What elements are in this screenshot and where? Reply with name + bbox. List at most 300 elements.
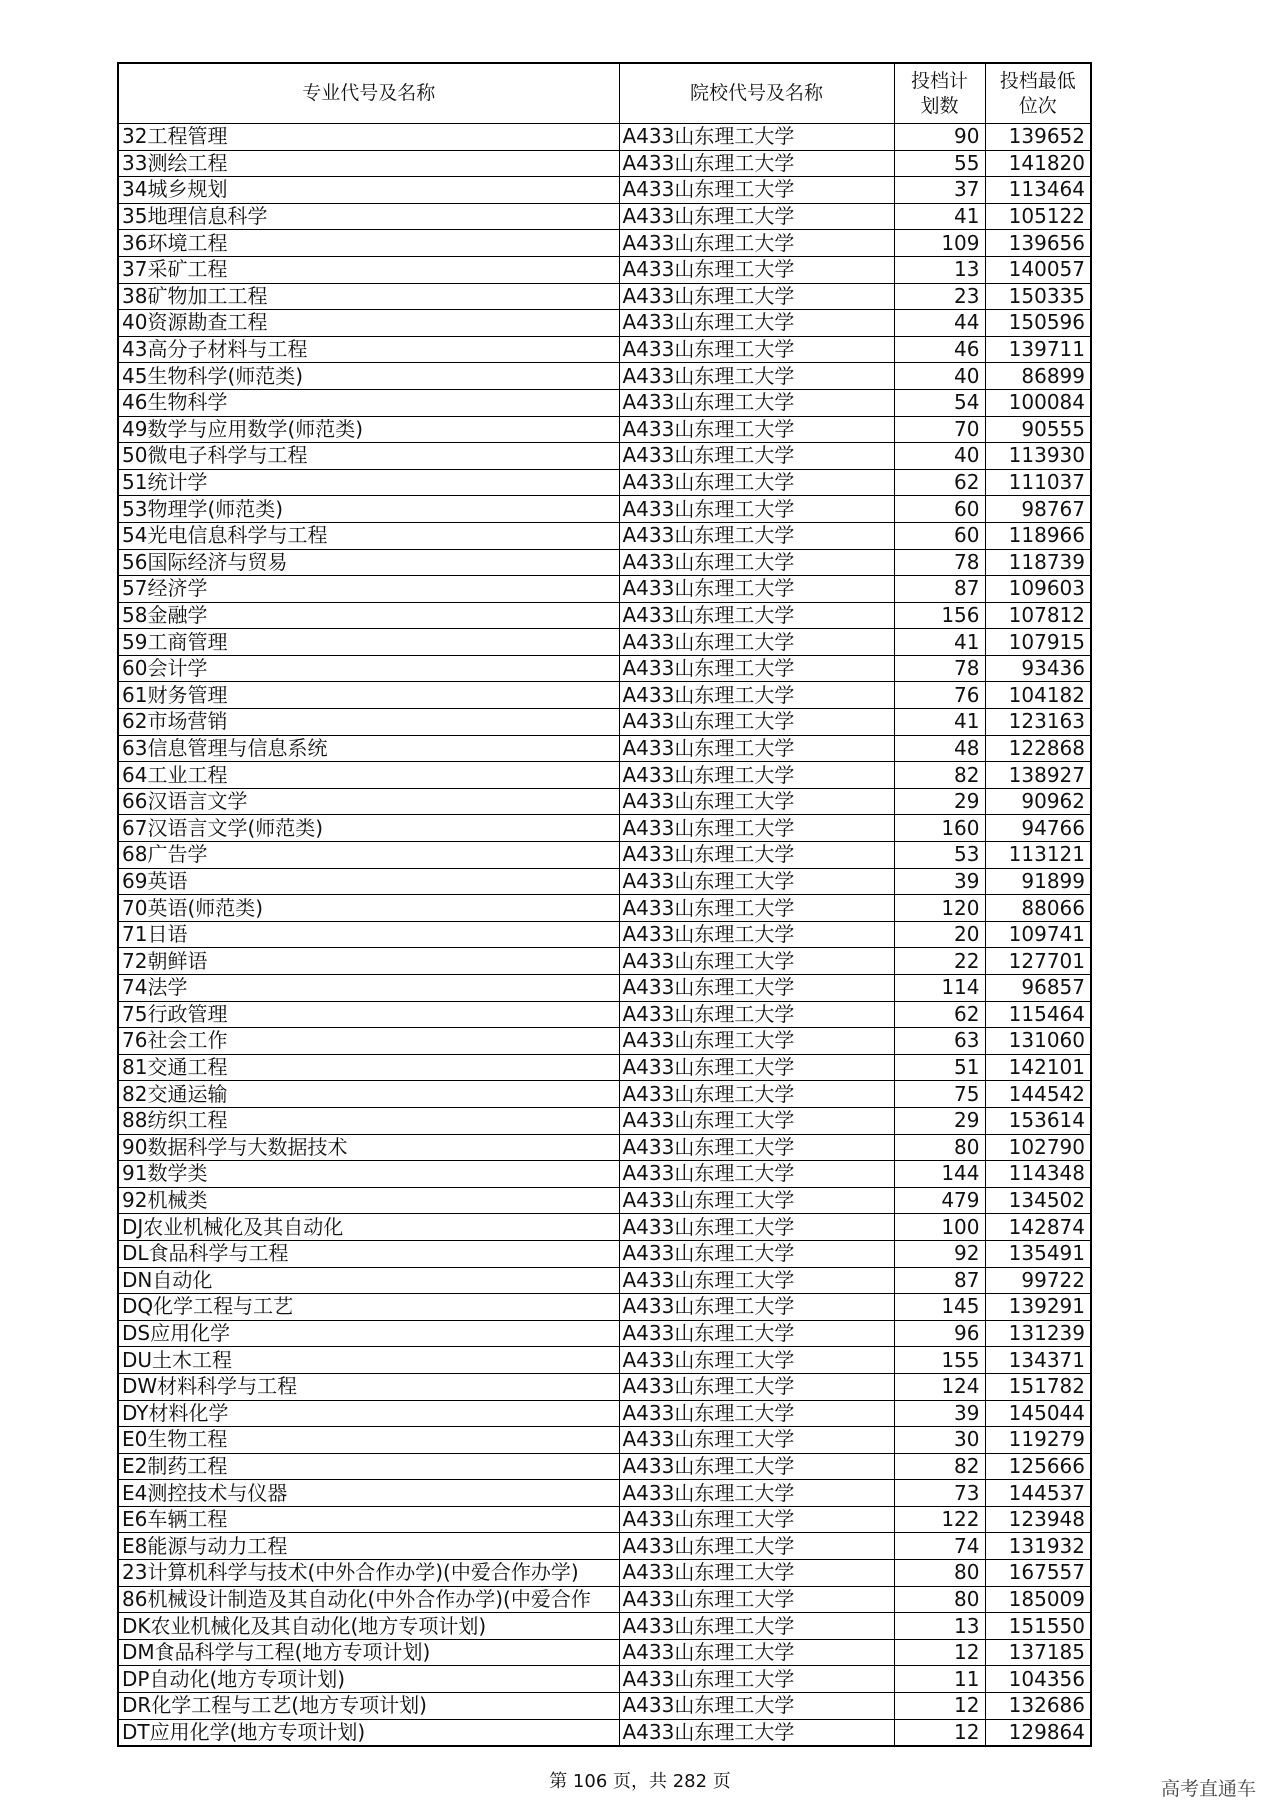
- table-row: [118, 1373, 1091, 1400]
- school-cell: A433山东理工大学: [619, 1294, 894, 1321]
- min-rank-cell: 104356: [985, 1666, 1091, 1693]
- table-row: [118, 1214, 1091, 1241]
- min-rank-cell: 134371: [985, 1347, 1091, 1374]
- school-cell: A433山东理工大学: [619, 709, 894, 736]
- header-major: 专业代号及名称: [118, 63, 619, 124]
- table-row: [118, 1693, 1091, 1720]
- table-row: [118, 1719, 1091, 1746]
- plan-count-cell: 44: [894, 310, 985, 337]
- major-cell: 49数学与应用数学(师范类): [118, 416, 619, 443]
- school-cell: A433山东理工大学: [619, 1347, 894, 1374]
- school-cell: A433山东理工大学: [619, 602, 894, 629]
- plan-count-cell: 80: [894, 1560, 985, 1587]
- min-rank-cell: 118739: [985, 549, 1091, 576]
- school-cell: A433山东理工大学: [619, 416, 894, 443]
- min-rank-cell: 86899: [985, 363, 1091, 390]
- major-cell: DW材料科学与工程: [118, 1373, 619, 1400]
- school-cell: A433山东理工大学: [619, 1666, 894, 1693]
- major-cell: DJ农业机械化及其自动化: [118, 1214, 619, 1241]
- min-rank-cell: 109741: [985, 921, 1091, 948]
- min-rank-cell: 98767: [985, 496, 1091, 523]
- plan-count-cell: 145: [894, 1294, 985, 1321]
- major-cell: 91数学类: [118, 1161, 619, 1188]
- table-row: [118, 469, 1091, 496]
- plan-count-cell: 87: [894, 1267, 985, 1294]
- major-cell: 36环境工程: [118, 230, 619, 257]
- major-cell: 70英语(师范类): [118, 895, 619, 922]
- min-rank-cell: 113464: [985, 177, 1091, 204]
- table-row: [118, 1639, 1091, 1666]
- school-cell: A433山东理工大学: [619, 1320, 894, 1347]
- school-cell: A433山东理工大学: [619, 469, 894, 496]
- plan-count-cell: 30: [894, 1427, 985, 1454]
- school-cell: A433山东理工大学: [619, 1028, 894, 1055]
- major-cell: 81交通工程: [118, 1054, 619, 1081]
- plan-count-cell: 87: [894, 576, 985, 603]
- table-body: [118, 124, 1091, 1747]
- school-cell: A433山东理工大学: [619, 788, 894, 815]
- plan-count-cell: 73: [894, 1480, 985, 1507]
- plan-count-cell: 144: [894, 1161, 985, 1188]
- plan-count-cell: 41: [894, 203, 985, 230]
- major-cell: 50微电子科学与工程: [118, 443, 619, 470]
- min-rank-cell: 139656: [985, 230, 1091, 257]
- major-cell: 38矿物加工工程: [118, 283, 619, 310]
- plan-count-cell: 40: [894, 443, 985, 470]
- min-rank-cell: 90962: [985, 788, 1091, 815]
- min-rank-cell: 119279: [985, 1427, 1091, 1454]
- major-cell: 59工商管理: [118, 629, 619, 656]
- plan-count-cell: 29: [894, 1107, 985, 1134]
- major-cell: DP自动化(地方专项计划): [118, 1666, 619, 1693]
- min-rank-cell: 99722: [985, 1267, 1091, 1294]
- plan-count-cell: 39: [894, 868, 985, 895]
- min-rank-cell: 135491: [985, 1240, 1091, 1267]
- table-row: [118, 1586, 1091, 1613]
- min-rank-cell: 141820: [985, 150, 1091, 177]
- school-cell: A433山东理工大学: [619, 124, 894, 151]
- table-row: [118, 655, 1091, 682]
- school-cell: A433山东理工大学: [619, 842, 894, 869]
- min-rank-cell: 104182: [985, 682, 1091, 709]
- school-cell: A433山东理工大学: [619, 1267, 894, 1294]
- table-row: [118, 735, 1091, 762]
- school-cell: A433山东理工大学: [619, 496, 894, 523]
- plan-count-cell: 51: [894, 1054, 985, 1081]
- min-rank-cell: 123948: [985, 1506, 1091, 1533]
- school-cell: A433山东理工大学: [619, 1214, 894, 1241]
- major-cell: E8能源与动力工程: [118, 1533, 619, 1560]
- min-rank-cell: 131060: [985, 1028, 1091, 1055]
- header-plan-count: 投档计划数: [894, 63, 985, 124]
- school-cell: A433山东理工大学: [619, 682, 894, 709]
- school-cell: A433山东理工大学: [619, 1560, 894, 1587]
- min-rank-cell: 150596: [985, 310, 1091, 337]
- major-cell: 90数据科学与大数据技术: [118, 1134, 619, 1161]
- min-rank-cell: 91899: [985, 868, 1091, 895]
- school-cell: A433山东理工大学: [619, 522, 894, 549]
- table-header-row: [118, 63, 1091, 124]
- major-cell: 33测绘工程: [118, 150, 619, 177]
- major-cell: 53物理学(师范类): [118, 496, 619, 523]
- min-rank-cell: 144537: [985, 1480, 1091, 1507]
- school-cell: A433山东理工大学: [619, 1586, 894, 1613]
- school-cell: A433山东理工大学: [619, 948, 894, 975]
- min-rank-cell: 109603: [985, 576, 1091, 603]
- school-cell: A433山东理工大学: [619, 655, 894, 682]
- major-cell: 71日语: [118, 921, 619, 948]
- plan-count-cell: 39: [894, 1400, 985, 1427]
- table-row: [118, 1613, 1091, 1640]
- table-row: [118, 1347, 1091, 1374]
- table-row: [118, 124, 1091, 151]
- school-cell: A433山东理工大学: [619, 1161, 894, 1188]
- school-cell: A433山东理工大学: [619, 1240, 894, 1267]
- min-rank-cell: 88066: [985, 895, 1091, 922]
- school-cell: A433山东理工大学: [619, 256, 894, 283]
- school-cell: A433山东理工大学: [619, 1427, 894, 1454]
- plan-count-cell: 40: [894, 363, 985, 390]
- school-cell: A433山东理工大学: [619, 975, 894, 1002]
- table-row: [118, 629, 1091, 656]
- min-rank-cell: 153614: [985, 1107, 1091, 1134]
- plan-count-cell: 55: [894, 150, 985, 177]
- min-rank-cell: 144542: [985, 1081, 1091, 1108]
- plan-count-cell: 78: [894, 655, 985, 682]
- major-cell: 45生物科学(师范类): [118, 363, 619, 390]
- min-rank-cell: 131932: [985, 1533, 1091, 1560]
- table-row: [118, 895, 1091, 922]
- school-cell: A433山东理工大学: [619, 1453, 894, 1480]
- major-cell: DU土木工程: [118, 1347, 619, 1374]
- table-row: [118, 416, 1091, 443]
- min-rank-cell: 142874: [985, 1214, 1091, 1241]
- major-cell: 57经济学: [118, 576, 619, 603]
- major-cell: DR化学工程与工艺(地方专项计划): [118, 1693, 619, 1720]
- table-row: [118, 1267, 1091, 1294]
- table-row: [118, 975, 1091, 1002]
- major-cell: 40资源勘查工程: [118, 310, 619, 337]
- table-row: [118, 762, 1091, 789]
- min-rank-cell: 151550: [985, 1613, 1091, 1640]
- table-row: [118, 336, 1091, 363]
- plan-count-cell: 60: [894, 522, 985, 549]
- plan-count-cell: 53: [894, 842, 985, 869]
- header-min-rank: 投档最低位次: [985, 63, 1091, 124]
- plan-count-cell: 109: [894, 230, 985, 257]
- table-row: [118, 230, 1091, 257]
- school-cell: A433山东理工大学: [619, 1187, 894, 1214]
- table-row: [118, 150, 1091, 177]
- school-cell: A433山东理工大学: [619, 895, 894, 922]
- plan-count-cell: 60: [894, 496, 985, 523]
- major-cell: 66汉语言文学: [118, 788, 619, 815]
- plan-count-cell: 120: [894, 895, 985, 922]
- major-cell: 63信息管理与信息系统: [118, 735, 619, 762]
- table-row: [118, 1427, 1091, 1454]
- min-rank-cell: 107915: [985, 629, 1091, 656]
- plan-count-cell: 12: [894, 1719, 985, 1746]
- school-cell: A433山东理工大学: [619, 1081, 894, 1108]
- school-cell: A433山东理工大学: [619, 549, 894, 576]
- table-row: [118, 363, 1091, 390]
- min-rank-cell: 114348: [985, 1161, 1091, 1188]
- plan-count-cell: 80: [894, 1586, 985, 1613]
- plan-count-cell: 20: [894, 921, 985, 948]
- major-cell: 34城乡规划: [118, 177, 619, 204]
- plan-count-cell: 37: [894, 177, 985, 204]
- major-cell: DK农业机械化及其自动化(地方专项计划): [118, 1613, 619, 1640]
- table-row: [118, 948, 1091, 975]
- table-row: [118, 310, 1091, 337]
- table-row: [118, 709, 1091, 736]
- school-cell: A433山东理工大学: [619, 1533, 894, 1560]
- major-cell: DN自动化: [118, 1267, 619, 1294]
- table-row: [118, 1400, 1091, 1427]
- plan-count-cell: 82: [894, 1453, 985, 1480]
- table-row: [118, 283, 1091, 310]
- min-rank-cell: 111037: [985, 469, 1091, 496]
- major-cell: E4测控技术与仪器: [118, 1480, 619, 1507]
- school-cell: A433山东理工大学: [619, 203, 894, 230]
- plan-count-cell: 13: [894, 256, 985, 283]
- min-rank-cell: 139291: [985, 1294, 1091, 1321]
- min-rank-cell: 134502: [985, 1187, 1091, 1214]
- min-rank-cell: 115464: [985, 1001, 1091, 1028]
- plan-count-cell: 74: [894, 1533, 985, 1560]
- table-row: [118, 256, 1091, 283]
- major-cell: DT应用化学(地方专项计划): [118, 1719, 619, 1746]
- plan-count-cell: 63: [894, 1028, 985, 1055]
- major-cell: 74法学: [118, 975, 619, 1002]
- major-cell: 43高分子材料与工程: [118, 336, 619, 363]
- plan-count-cell: 82: [894, 762, 985, 789]
- min-rank-cell: 129864: [985, 1719, 1091, 1746]
- plan-count-cell: 78: [894, 549, 985, 576]
- table-row: [118, 1134, 1091, 1161]
- school-cell: A433山东理工大学: [619, 1506, 894, 1533]
- major-cell: 69英语: [118, 868, 619, 895]
- plan-count-cell: 23: [894, 283, 985, 310]
- school-cell: A433山东理工大学: [619, 1639, 894, 1666]
- table-row: [118, 1560, 1091, 1587]
- major-cell: 82交通运输: [118, 1081, 619, 1108]
- plan-count-cell: 90: [894, 124, 985, 151]
- major-cell: 35地理信息科学: [118, 203, 619, 230]
- plan-count-cell: 54: [894, 389, 985, 416]
- major-cell: 67汉语言文学(师范类): [118, 815, 619, 842]
- major-cell: 58金融学: [118, 602, 619, 629]
- min-rank-cell: 107812: [985, 602, 1091, 629]
- plan-count-cell: 100: [894, 1214, 985, 1241]
- min-rank-cell: 123163: [985, 709, 1091, 736]
- major-cell: 76社会工作: [118, 1028, 619, 1055]
- min-rank-cell: 93436: [985, 655, 1091, 682]
- major-cell: E2制药工程: [118, 1453, 619, 1480]
- min-rank-cell: 139652: [985, 124, 1091, 151]
- major-cell: E0生物工程: [118, 1427, 619, 1454]
- min-rank-cell: 151782: [985, 1373, 1091, 1400]
- major-cell: 75行政管理: [118, 1001, 619, 1028]
- min-rank-cell: 96857: [985, 975, 1091, 1002]
- table-row: [118, 1001, 1091, 1028]
- table-row: [118, 1107, 1091, 1134]
- table-row: [118, 1028, 1091, 1055]
- major-cell: 37采矿工程: [118, 256, 619, 283]
- plan-count-cell: 12: [894, 1693, 985, 1720]
- major-cell: 60会计学: [118, 655, 619, 682]
- plan-count-cell: 46: [894, 336, 985, 363]
- plan-count-cell: 122: [894, 1506, 985, 1533]
- table-row: [118, 203, 1091, 230]
- plan-count-cell: 479: [894, 1187, 985, 1214]
- school-cell: A433山东理工大学: [619, 629, 894, 656]
- major-cell: 46生物科学: [118, 389, 619, 416]
- major-cell: 68广告学: [118, 842, 619, 869]
- min-rank-cell: 90555: [985, 416, 1091, 443]
- table-row: [118, 682, 1091, 709]
- table-row: [118, 389, 1091, 416]
- school-cell: A433山东理工大学: [619, 735, 894, 762]
- min-rank-cell: 122868: [985, 735, 1091, 762]
- min-rank-cell: 139711: [985, 336, 1091, 363]
- min-rank-cell: 127701: [985, 948, 1091, 975]
- major-cell: DY材料化学: [118, 1400, 619, 1427]
- school-cell: A433山东理工大学: [619, 1480, 894, 1507]
- table-row: [118, 1081, 1091, 1108]
- major-cell: 72朝鲜语: [118, 948, 619, 975]
- page-footer: 第 106 页，共 282 页: [549, 1771, 731, 1792]
- table-row: [118, 1294, 1091, 1321]
- school-cell: A433山东理工大学: [619, 762, 894, 789]
- school-cell: A433山东理工大学: [619, 1400, 894, 1427]
- plan-count-cell: 22: [894, 948, 985, 975]
- school-cell: A433山东理工大学: [619, 177, 894, 204]
- school-cell: A433山东理工大学: [619, 921, 894, 948]
- school-cell: A433山东理工大学: [619, 1134, 894, 1161]
- min-rank-cell: 145044: [985, 1400, 1091, 1427]
- plan-count-cell: 96: [894, 1320, 985, 1347]
- plan-count-cell: 70: [894, 416, 985, 443]
- min-rank-cell: 138927: [985, 762, 1091, 789]
- plan-count-cell: 155: [894, 1347, 985, 1374]
- school-cell: A433山东理工大学: [619, 1054, 894, 1081]
- plan-count-cell: 75: [894, 1081, 985, 1108]
- table-row: [118, 788, 1091, 815]
- table-row: [118, 1054, 1091, 1081]
- min-rank-cell: 100084: [985, 389, 1091, 416]
- school-cell: A433山东理工大学: [619, 1107, 894, 1134]
- table-row: [118, 868, 1091, 895]
- major-cell: DS应用化学: [118, 1320, 619, 1347]
- min-rank-cell: 131239: [985, 1320, 1091, 1347]
- major-cell: E6车辆工程: [118, 1506, 619, 1533]
- table-row: [118, 576, 1091, 603]
- table-row: [118, 815, 1091, 842]
- school-cell: A433山东理工大学: [619, 868, 894, 895]
- plan-count-cell: 48: [894, 735, 985, 762]
- table-row: [118, 1666, 1091, 1693]
- major-cell: DL食品科学与工程: [118, 1240, 619, 1267]
- table-row: [118, 443, 1091, 470]
- min-rank-cell: 150335: [985, 283, 1091, 310]
- min-rank-cell: 132686: [985, 1693, 1091, 1720]
- school-cell: A433山东理工大学: [619, 1693, 894, 1720]
- major-cell: 56国际经济与贸易: [118, 549, 619, 576]
- school-cell: A433山东理工大学: [619, 1613, 894, 1640]
- major-cell: 61财务管理: [118, 682, 619, 709]
- table-row: [118, 602, 1091, 629]
- plan-count-cell: 114: [894, 975, 985, 1002]
- major-cell: DM食品科学与工程(地方专项计划): [118, 1639, 619, 1666]
- school-cell: A433山东理工大学: [619, 1719, 894, 1746]
- plan-count-cell: 29: [894, 788, 985, 815]
- school-cell: A433山东理工大学: [619, 815, 894, 842]
- school-cell: A433山东理工大学: [619, 310, 894, 337]
- table-row: [118, 1453, 1091, 1480]
- school-cell: A433山东理工大学: [619, 363, 894, 390]
- school-cell: A433山东理工大学: [619, 443, 894, 470]
- min-rank-cell: 167557: [985, 1560, 1091, 1587]
- major-cell: 86机械设计制造及其自动化(中外合作办学)(中爱合作: [118, 1586, 619, 1613]
- plan-count-cell: 156: [894, 602, 985, 629]
- admission-table: [117, 62, 1092, 1747]
- table-row: [118, 921, 1091, 948]
- school-cell: A433山东理工大学: [619, 150, 894, 177]
- major-cell: 23计算机科学与技术(中外合作办学)(中爱合作办学): [118, 1560, 619, 1587]
- min-rank-cell: 113121: [985, 842, 1091, 869]
- min-rank-cell: 113930: [985, 443, 1091, 470]
- major-cell: 92机械类: [118, 1187, 619, 1214]
- min-rank-cell: 118966: [985, 522, 1091, 549]
- school-cell: A433山东理工大学: [619, 389, 894, 416]
- plan-count-cell: 12: [894, 1639, 985, 1666]
- table-row: [118, 549, 1091, 576]
- header-school: 院校代号及名称: [619, 63, 894, 124]
- table-row: [118, 1240, 1091, 1267]
- plan-count-cell: 76: [894, 682, 985, 709]
- plan-count-cell: 160: [894, 815, 985, 842]
- major-cell: 32工程管理: [118, 124, 619, 151]
- plan-count-cell: 62: [894, 1001, 985, 1028]
- table-row: [118, 1161, 1091, 1188]
- table-row: [118, 522, 1091, 549]
- major-cell: 62市场营销: [118, 709, 619, 736]
- table-row: [118, 496, 1091, 523]
- school-cell: A433山东理工大学: [619, 230, 894, 257]
- min-rank-cell: 102790: [985, 1134, 1091, 1161]
- school-cell: A433山东理工大学: [619, 1001, 894, 1028]
- major-cell: DQ化学工程与工艺: [118, 1294, 619, 1321]
- major-cell: 64工业工程: [118, 762, 619, 789]
- min-rank-cell: 185009: [985, 1586, 1091, 1613]
- min-rank-cell: 137185: [985, 1639, 1091, 1666]
- school-cell: A433山东理工大学: [619, 1373, 894, 1400]
- table-row: [118, 177, 1091, 204]
- school-cell: A433山东理工大学: [619, 283, 894, 310]
- major-cell: 54光电信息科学与工程: [118, 522, 619, 549]
- watermark: 高考直通车: [1160, 1778, 1256, 1800]
- major-cell: 51统计学: [118, 469, 619, 496]
- min-rank-cell: 125666: [985, 1453, 1091, 1480]
- plan-count-cell: 80: [894, 1134, 985, 1161]
- table-row: [118, 842, 1091, 869]
- plan-count-cell: 41: [894, 709, 985, 736]
- plan-count-cell: 11: [894, 1666, 985, 1693]
- plan-count-cell: 41: [894, 629, 985, 656]
- major-cell: 88纺织工程: [118, 1107, 619, 1134]
- plan-count-cell: 92: [894, 1240, 985, 1267]
